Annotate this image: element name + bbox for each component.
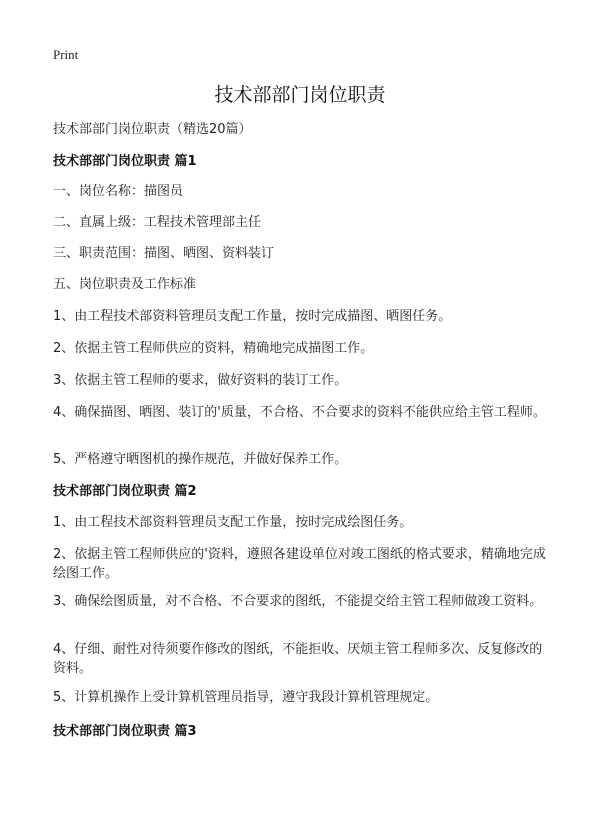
document-subtitle: 技术部部门岗位职责（精选20篇）	[53, 122, 252, 137]
paragraph: 4、确保描图、晒图、装订的'质量，不合格、不合要求的资料不能供应给主管工程师。	[53, 405, 546, 420]
print-label: Print	[53, 47, 79, 62]
paragraph: 5、计算机操作上受计算机管理员指导，遵守我段计算机管理规定。	[53, 690, 439, 705]
paragraph: 五、岗位职责及工作标准	[53, 277, 197, 292]
section-heading-2: 技术部部门岗位职责 篇2	[53, 484, 197, 499]
paragraph: 1、由工程技术部资料管理员支配工作量，按时完成绘图任务。	[53, 515, 413, 530]
paragraph: 二、直属上级：工程技术管理部主任	[53, 215, 262, 230]
paragraph: 1、由工程技术部资料管理员支配工作量，按时完成描图、晒图任务。	[53, 309, 452, 324]
paragraph: 一、岗位名称：描图员	[53, 184, 184, 199]
paragraph: 3、确保绘图质量，对不合格、不合要求的图纸，不能提交给主管工程师做竣工资料。	[53, 594, 543, 609]
paragraph: 2、依据主管工程师供应的'资料，遵照各建设单位对竣工图纸的格式要求，精确地完成绘图工作。	[53, 547, 546, 581]
document-title: 技术部部门岗位职责	[214, 84, 386, 106]
paragraph: 三、职责范围：描图、晒图、资料装订	[53, 246, 275, 261]
paragraph: 2、依据主管工程师供应的资料，精确地完成描图工作。	[53, 341, 374, 356]
paragraph: 5、严格遵守晒图机的操作规范，并做好保养工作。	[53, 452, 348, 467]
paragraph: 4、仔细、耐性对待须要作修改的图纸，不能拒收、厌烦主管工程师多次、反复修改的资料。	[53, 642, 543, 676]
section-heading-1: 技术部部门岗位职责 篇1	[53, 154, 197, 169]
section-heading-3: 技术部部门岗位职责 篇3	[53, 724, 197, 739]
paragraph: 3、依据主管工程师的要求，做好资料的装订工作。	[53, 373, 348, 388]
